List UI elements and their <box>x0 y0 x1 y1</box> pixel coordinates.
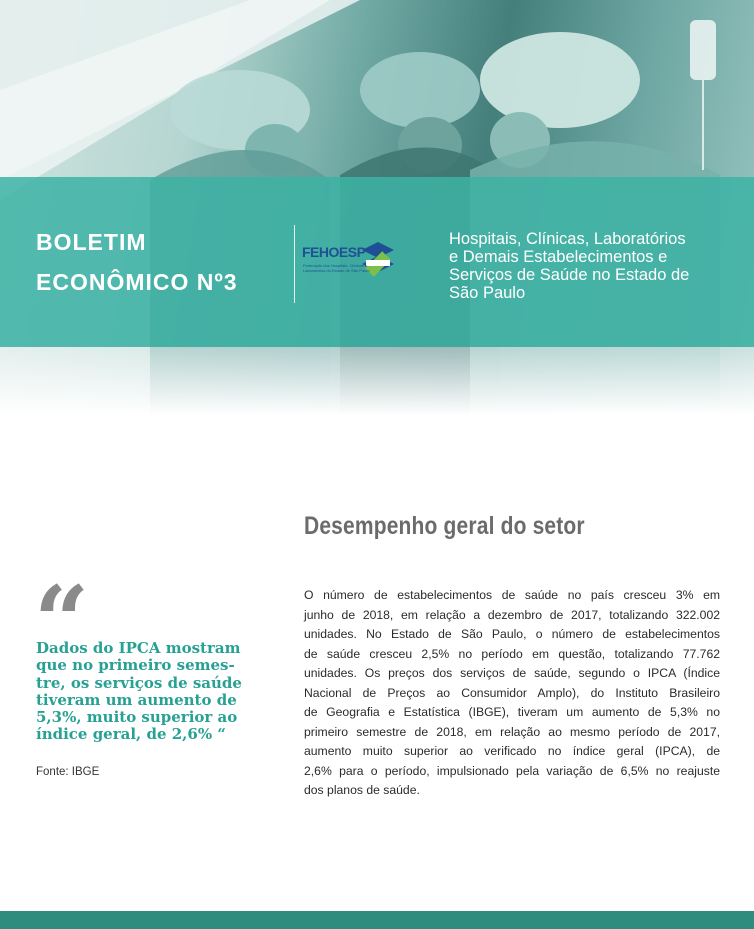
subtitle-line: São Paulo <box>449 284 526 302</box>
subtitle-line: Serviços de Saúde no Estado de <box>449 266 690 284</box>
section-title: Desempenho geral do setor <box>304 512 585 540</box>
quote-source: Fonte: IBGE <box>36 766 100 778</box>
quote-line: Dados do IPCA mostram <box>36 639 241 657</box>
quote-line: 5,3%, muito superior ao <box>36 708 238 727</box>
body-line: O número de estabelecimentos de saúde no país cresceu 3% em <box>304 588 720 602</box>
subtitle-line: Hospitais, Clínicas, Laboratórios <box>449 230 686 248</box>
body-line: primeiro semestre de 2018, em relação ao mesmo período de 2017, <box>304 724 720 739</box>
title-line-2: ECONÔMICO Nº3 <box>36 269 238 295</box>
quote-line: tre, os serviços de saúde <box>36 673 242 692</box>
photo-fade <box>0 347 754 427</box>
body-line: de Geografia e Estatística (IBGE), tiveram um aumento de 5,3% no <box>304 705 720 719</box>
banner-divider <box>294 225 295 303</box>
body-line: junho de 2018, em relação a dezembro de 2017, totalizando 322.002 <box>304 607 720 622</box>
quote-mark-icon: “ <box>34 565 90 678</box>
logo-subtitle: Federação dos Hospitais, Clínicas e Laboratórios do Estado de São Paulo <box>303 263 370 273</box>
quote-line: que no primeiro semes- <box>36 656 235 675</box>
body-line: 2,6% para o período, impulsionado pela variação de 6,5% no reajuste <box>304 763 720 778</box>
fehoesp-logo <box>300 238 408 282</box>
body-line: unidades. No Estado de São Paulo, o número de estabelecimentos <box>304 627 720 641</box>
bulletin-subtitle <box>449 230 739 302</box>
title-line-1: BOLETIM <box>36 229 147 255</box>
body-line: Nacional de Preços ao Consumidor Amplo), do Instituto Brasileiro <box>304 685 720 700</box>
logo-wordmark: FEHOESP <box>302 244 366 260</box>
body-paragraph <box>304 586 720 801</box>
pull-quote <box>36 639 242 744</box>
bulletin-title <box>36 222 238 302</box>
body-line: dos planos de saúde. <box>304 783 420 797</box>
quote-line: índice geral, de 2,6% “ <box>36 725 226 744</box>
quote-line: tiveram um aumento de <box>36 690 237 709</box>
body-line: aumento muito superior ao verificado no índice geral (IPCA), de <box>304 744 720 758</box>
body-line: de saúde cresceu 2,5% no período em questão, totalizando 77.762 <box>304 646 720 661</box>
body-line: unidades. Os preços dos serviços de saúde, segundo o IPCA (Índice <box>304 666 720 680</box>
subtitle-line: e Demais Estabelecimentos e <box>449 248 668 266</box>
footer-bar <box>0 911 754 929</box>
